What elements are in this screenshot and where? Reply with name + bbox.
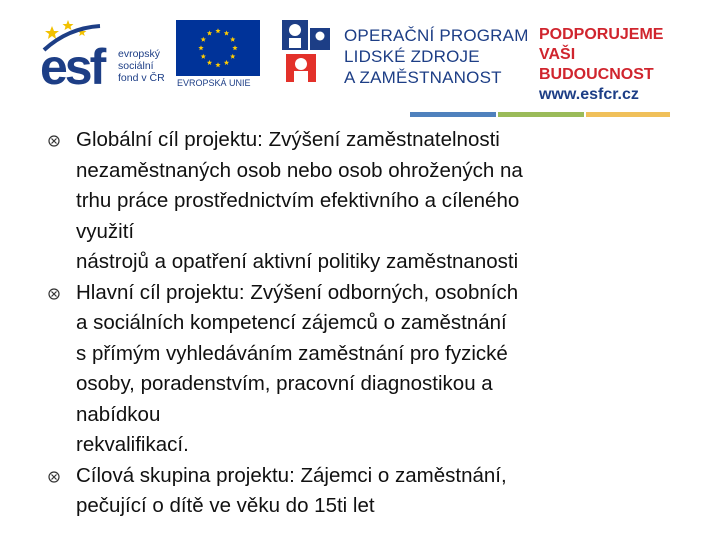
bullet-line: využití: [76, 219, 135, 243]
bullet-line: pečující o dítě ve věku do 15ti let: [76, 494, 375, 517]
accent-bar-green: [498, 112, 584, 117]
slogan: PODPORUJEME VAŠI BUDOUCNOST www.esfcr.cz: [539, 25, 682, 105]
bullet-line: nástrojů a opatření aktivní politiky zaměstnanosti: [76, 250, 519, 273]
bullet-target-group: [48, 461, 688, 522]
bullet-line: nabídkou: [76, 402, 161, 426]
circled-cross-icon: [48, 288, 60, 300]
esf-eu-logo: [38, 16, 278, 88]
circled-cross-icon: [48, 471, 60, 483]
op-people-icon: [280, 18, 336, 84]
website-link: www.esfcr.cz: [539, 86, 639, 103]
bullet-global-goal: [48, 125, 688, 278]
program-name: OPERAČNÍ PROGRAM LIDSKÉ ZDROJE A ZAMĚSTNANOST: [344, 26, 529, 87]
circled-cross-icon: [48, 135, 60, 147]
bullet-line: Globální cíl projektu: Zvýšení zaměstnatelnosti: [76, 128, 500, 151]
accent-bar-orange: [586, 112, 670, 117]
bullet-line: osoby, poradenstvím, pracovní diagnostikou a: [76, 372, 493, 395]
bullet-line: s přímým vyhledáváním zaměstnání pro fyzické: [76, 341, 508, 365]
bullet-line: Cílová skupina projektu: Zájemci o zaměstnání,: [76, 463, 507, 487]
logo-banner: [38, 16, 682, 103]
svg-text:EVROPSKÁ UNIE: EVROPSKÁ UNIE: [177, 78, 251, 88]
bullet-main-goal: [48, 278, 688, 461]
op-lzz-block: [280, 16, 682, 103]
accent-bar-blue: [410, 112, 496, 117]
svg-text:evropský sociální: evropský sociální fond v ČR: [118, 48, 165, 84]
bullet-line: Hlavní cíl projektu: Zvýšení odborných, osobních: [76, 280, 519, 304]
bullet-line: trhu práce prostřednictvím efektivního a cíleného: [76, 189, 520, 212]
bullet-line: a sociálních kompetencí zájemců o zaměstnání: [76, 311, 507, 334]
bullet-line: nezaměstnaných osob nebo osob ohrožených na: [76, 158, 523, 182]
bullet-list: [48, 125, 688, 522]
esf-wordmark: esf: [40, 39, 104, 88]
bullet-line: rekvalifikací.: [76, 433, 189, 456]
